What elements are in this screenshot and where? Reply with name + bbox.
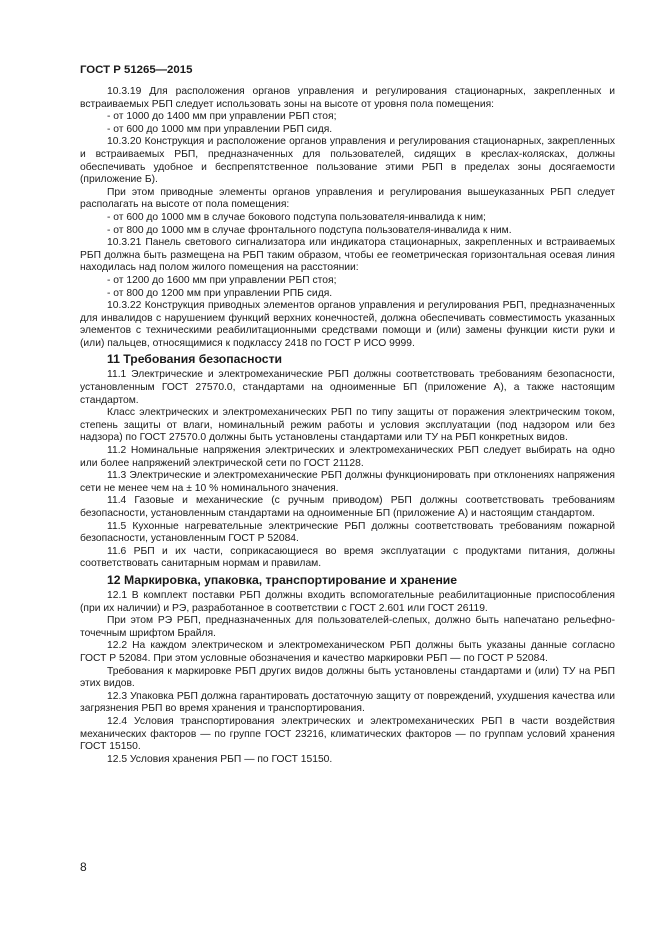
paragraph: 12.5 Условия хранения РБП — по ГОСТ 15150. xyxy=(107,753,333,765)
section-heading: 12 Маркировка, упаковка, транспортирование и хранение xyxy=(107,572,458,587)
paragraph: При этом РЭ РБП, предназначенных для пользователей-слепых, должно быть напечатано рельефно-точечным шрифтом Брайля. xyxy=(80,615,615,639)
list-item: - от 600 до 1000 мм в случае бокового подступа пользователя-инвалида к ним; xyxy=(107,211,486,223)
paragraph: 10.3.19 Для расположения органов управления и регулирования стационарных, закрепленных и встраиваемых РБП следует использовать зоны на высоте от уровня пола помещения: xyxy=(80,86,615,110)
paragraph: 12.1 В комплект поставки РБП должны входить вспомогательные реабилитационные приспособления (при их наличии) и РЭ, разработанное в соответствии с ГОСТ 2.601 или ГОСТ 26119. xyxy=(80,589,615,614)
paragraph: 11.4 Газовые и механические (с ручным приводом) РБП должны соответствовать требованиям безопасности, установленным стандартами на одноименные БП (приложение А) и настоящим стандартом. xyxy=(80,495,615,519)
paragraph: 12.3 Упаковка РБП должна гарантировать достаточную защиту от повреждений, ухудшения качества или загрязнения РБП во время хранения и транспортирования. xyxy=(80,690,615,715)
paragraph: 11.5 Кухонные нагревательные электрические РБП должны соответствовать требованиям пожарной безопасности, установленным ГОСТ Р 52084. xyxy=(80,520,615,545)
list-item: - от 800 до 1200 мм при управлении РПБ сидя. xyxy=(107,287,333,299)
list-item: - от 1200 до 1600 мм при управлении РБП стоя; xyxy=(107,274,337,286)
list-item: - от 1000 до 1400 мм при управлении РБП стоя; xyxy=(107,111,337,123)
paragraph: Класс электрических и электромеханических РБП по типу защиты от поражения электрическим током, степень защиты от влаги, номинальный режим работы и условия эксплуатации (под надзором или без надзора) по ГОСТ 27570.0 должны быть установлены стандартами или ТУ на РБП конкретных видов. xyxy=(80,407,615,444)
document-body xyxy=(80,86,615,766)
paragraph: 11.1 Электрические и электромеханические РБП должны соответствовать требованиям безопасности, установленным ГОСТ 27570.0, стандартами на одноименные БП (приложение А), а также настоящим стандартом. xyxy=(80,369,615,406)
paragraph: 11.6 РБП и их части, соприкасающиеся во время эксплуатации с продуктами питания, должны соответствовать санитарным нормам и правилам. xyxy=(80,545,615,570)
paragraph: 11.2 Номинальные напряжения электрических и электромеханических РБП следует выбирать на одно или более напряжений электрической сети по ГОСТ 21128. xyxy=(80,445,615,469)
section-heading: 11 Требования безопасности xyxy=(107,352,283,367)
paragraph: 10.3.20 Конструкция и расположение органов управления и регулирования стационарных, закрепленных и встраиваемых РБП, предназначенных для пользователей, сидящих в креслах-колясках, должны обеспечивать удобное и беспрепятственное пользование этими РБП в пределах зоны досягаемости (приложение Б). xyxy=(80,136,615,186)
document-header: ГОСТ Р 51265—2015 xyxy=(80,64,193,76)
paragraph: Требования к маркировке РБП других видов должны быть установлены стандартами и (или) ТУ на РБП этих видов. xyxy=(80,665,615,690)
list-item: - от 800 до 1000 мм в случае фронтального подступа пользователя-инвалида к ним. xyxy=(107,224,512,236)
list-item: - от 600 до 1000 мм при управлении РБП сидя. xyxy=(107,123,333,135)
paragraph: 12.2 На каждом электрическом и электромеханическом РБП должны быть указаны данные согласно ГОСТ Р 52084. При этом условные обозначения и качество маркировки РБП — по ГОСТ Р 52084. xyxy=(80,640,615,664)
paragraph: 12.4 Условия транспортирования электрических и электромеханических РБП в части воздействия механических факторов — по группе ГОСТ 23216, климатических факторов — по группам условий хранения ГОСТ 15150. xyxy=(80,715,615,753)
paragraph: 10.3.21 Панель светового сигнализатора или индикатора стационарных, закрепленных и встраиваемых РБП должна быть размещена на РБП таким образом, чтобы ее геометрическая горизонтальная осевая линия находилась над полом жилого помещения на расстоянии: xyxy=(80,237,615,274)
paragraph: 11.3 Электрические и электромеханические РБП должны функционировать при отклонениях напряжения сети не менее чем на ± 10 % номинального значения. xyxy=(80,470,615,494)
page-number: 8 xyxy=(80,860,87,874)
paragraph: При этом приводные элементы органов управления и регулирования вышеуказанных РБП следует располагать на высоте от пола помещения: xyxy=(80,186,615,211)
paragraph: 10.3.22 Конструкция приводных элементов органов управления и регулирования РБП, предназначенных для инвалидов с нарушением функций верхних конечностей, должна обеспечивать совместимость указанных элементов с техническими реабилитационными средствами помощи и (или) замены функции кисти руки и (или) пальцев, относящимися к подклассу 2418 по ГОСТ Р ИСО 9999. xyxy=(80,300,615,349)
